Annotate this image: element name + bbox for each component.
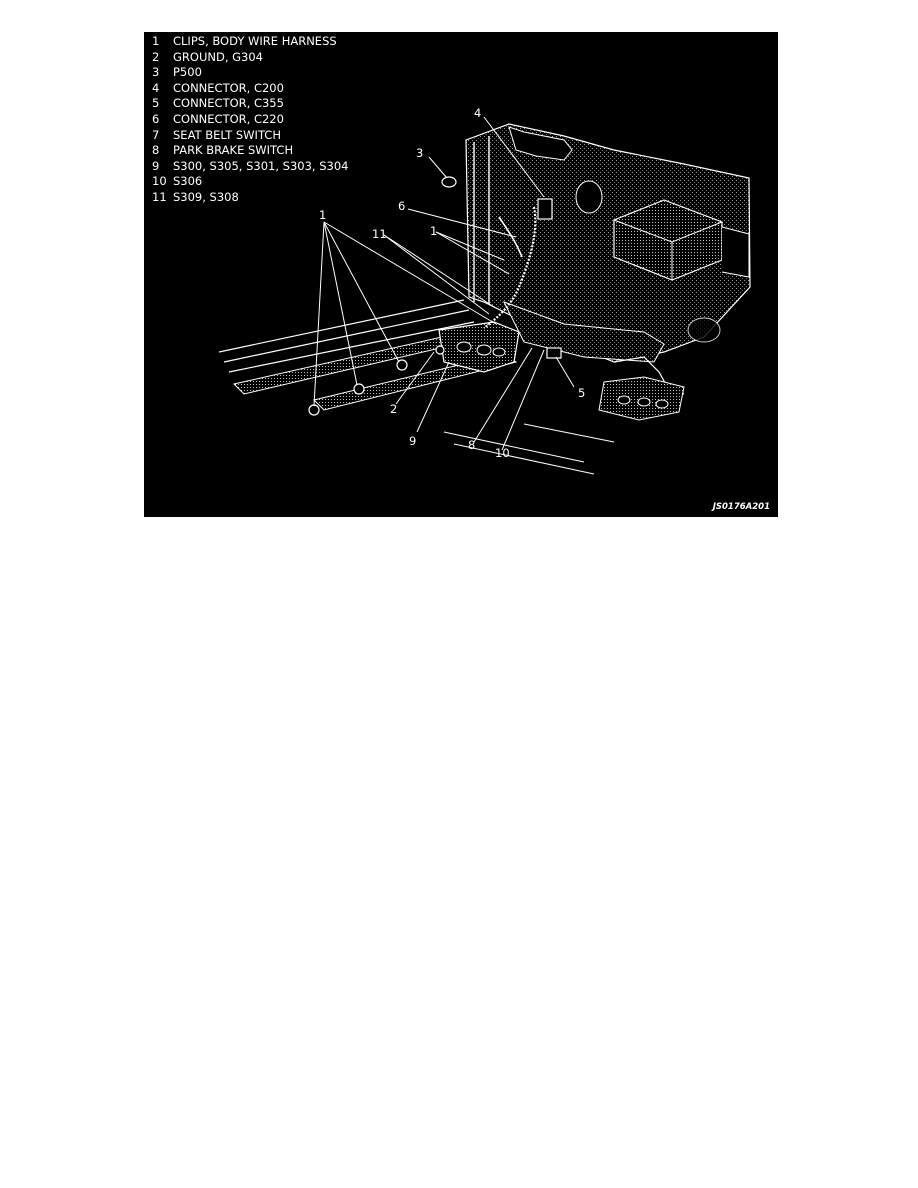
callout-6: 6	[398, 199, 406, 213]
parts-legend	[152, 34, 349, 206]
callout-4: 4	[474, 106, 482, 120]
legend-item: 4 CONNECTOR, C200	[152, 80, 284, 95]
legend-item: 3 P500	[152, 65, 202, 80]
callout-11: 11	[372, 227, 387, 241]
legend-item: 7 SEAT BELT SWITCH	[152, 127, 281, 142]
legend-item: 9 S300, S305, S301, S303, S304	[152, 158, 349, 173]
figure-code: JS0176A201	[712, 502, 770, 512]
legend-item: 10 S306	[152, 174, 203, 189]
callout-3: 3	[416, 146, 424, 160]
wiring-diagram-figure	[144, 32, 778, 517]
callout-5: 5	[578, 386, 586, 400]
legend-item: 5 CONNECTOR, C355	[152, 96, 284, 111]
callout-10: 10	[495, 446, 510, 460]
legend-item: 2 GROUND, G304	[152, 49, 264, 64]
legend-item: 1 CLIPS, BODY WIRE HARNESS	[152, 34, 337, 48]
legend-item: 8 PARK BRAKE SWITCH	[152, 143, 294, 158]
legend-item: 11 S309, S308	[152, 189, 239, 204]
callout-8: 8	[468, 438, 476, 452]
legend-item: 6 CONNECTOR, C220	[152, 111, 284, 126]
callout-9: 9	[409, 434, 417, 448]
callout-1-right: 1	[430, 224, 438, 238]
callout-2: 2	[390, 402, 398, 416]
callout-1-left: 1	[319, 208, 327, 222]
